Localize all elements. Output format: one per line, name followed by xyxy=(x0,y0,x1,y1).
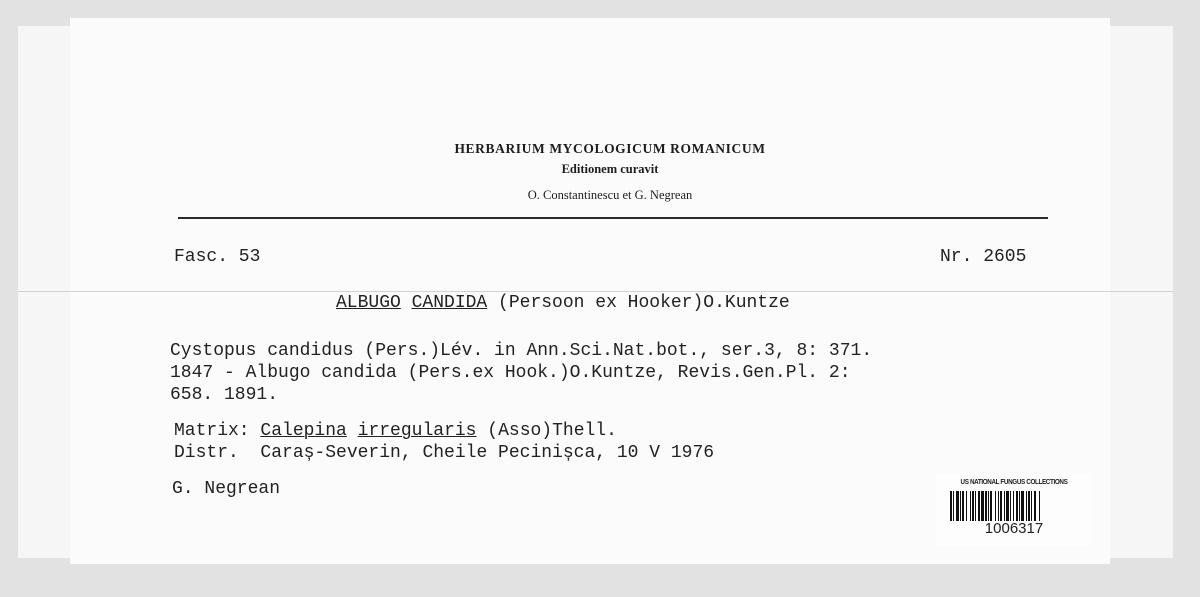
barcode-label xyxy=(936,474,1092,546)
host-authority: (Asso)Thell. xyxy=(476,421,617,441)
host-species: irregularis xyxy=(357,421,477,441)
taxon-authority: (Persoon ex Hooker)O.Kuntze xyxy=(487,293,790,313)
barcode-institution: US NATIONAL FUNGUS COLLECTIONS xyxy=(960,479,1068,486)
fascicle-number: Fasc. 53 xyxy=(174,247,261,267)
barcode-number: 1006317 xyxy=(984,520,1044,537)
exsiccata-number: Nr. 2605 xyxy=(940,247,1027,267)
synonymy-line-3: 658. 1891. xyxy=(170,385,279,405)
barcode-icon xyxy=(950,491,1078,521)
herbarium-title: HERBARIUM MYCOLOGICUM ROMANICUM xyxy=(454,141,766,156)
collector-name: G. Negrean xyxy=(172,479,281,499)
taxon-species: CANDIDA xyxy=(411,293,488,313)
host-genus: Calepina xyxy=(260,421,347,441)
taxon-name xyxy=(336,292,790,314)
synonymy-line-2: 1847 - Albugo candida (Pers.ex Hook.)O.Kuntze, Revis.Gen.Pl. 2: xyxy=(170,363,851,383)
synonymy-line-1: Cystopus candidus (Pers.)Lév. in Ann.Sci.Nat.bot., ser.3, 8: 371. xyxy=(170,341,873,361)
taxon-genus: ALBUGO xyxy=(336,293,401,313)
matrix-label: Matrix: xyxy=(174,421,261,441)
editors-label: Editionem curavit xyxy=(561,162,659,176)
header-divider xyxy=(178,217,1048,219)
distribution-line: Distr. Caraș-Severin, Cheile Pecinișca, 10 V 1976 xyxy=(174,443,715,463)
matrix-line xyxy=(174,420,617,442)
editors-names: O. Constantinescu et G. Negrean xyxy=(527,188,693,202)
